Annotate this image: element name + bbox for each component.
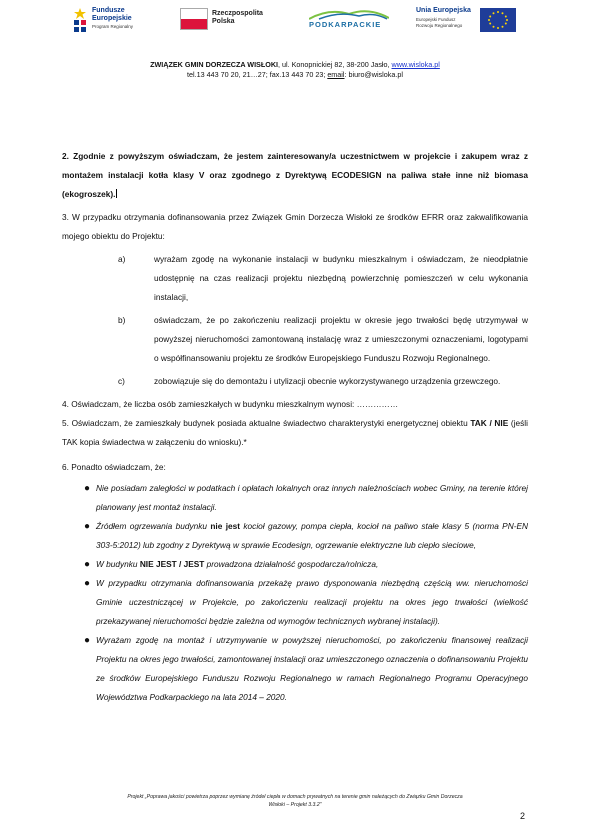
unia-europejska-logo — [408, 4, 518, 40]
fe-line2: Europejskie — [92, 15, 132, 22]
org-website-link[interactable]: www.wisloka.pl — [391, 60, 440, 69]
podkarpackie-mountains-icon — [309, 6, 389, 20]
org-email-label: email — [327, 70, 345, 79]
bullet-icon: ● — [84, 521, 91, 532]
list-item — [62, 555, 528, 574]
bullet-text-a: Źródłem ogrzewania budynku — [96, 521, 211, 531]
fundusze-europejskie-logo — [72, 4, 172, 40]
item-label: a) — [118, 254, 126, 264]
podkarpackie-logo — [295, 4, 395, 40]
org-address: , ul. Konopnickiej 82, 38-200 Jasło, — [278, 60, 392, 69]
org-name: ZWIĄZEK GMIN DORZECZA WISŁOKI — [150, 60, 279, 69]
org-email: : biuro@wisloka.pl — [344, 70, 403, 79]
ue-line3: Rozwoju Regionalnego — [416, 23, 463, 28]
footer-line2: Wisłoki – Projekt 3.3.2” — [268, 802, 322, 808]
eu-flag-icon — [480, 8, 516, 32]
section-6-intro: 6. Ponadto oświadczam, że: — [62, 462, 166, 472]
organization-header — [0, 60, 590, 80]
bullet-text-c: kocioł gazowy, pompa ciepła, kocioł na paliwo stałe klasy 5 (norma PN-EN 303-5:2012) lub zgodny z Dyrektywą w sprawie Ecodesign, ogrzewanie elektryczne lub ciepło sieciowe, — [96, 521, 528, 550]
page-number: 2 — [520, 811, 526, 821]
bullet-text — [96, 555, 528, 574]
item-label: c) — [118, 376, 125, 386]
text-cursor — [116, 189, 117, 198]
section-5 — [62, 414, 528, 452]
item-text: zobowiązuje się do demontażu i utylizacji obecnie wykorzystywanego urządzenia grzewczego. — [154, 376, 501, 386]
bullet-text: Wyrażam zgodę na montaż i utrzymywanie w powyższej nieruchomości, po zakończeniu finansowej realizacji Projektu na okres jego trwałości, zamontowanej instalacji oraz umieszczonego oznaczenia o dofinansowaniu Projektu ze środków Europejskiego Funduszu Rozwoju Regionalnego w ramach Regionalnego Programu Operacyjnego Województwa Podkarpackiego na lata 2014 – 2020. — [96, 635, 528, 702]
page-footer — [0, 793, 590, 809]
list-item — [62, 631, 528, 707]
rzeczpospolita-polska-logo — [180, 4, 280, 40]
section-5-text-c: (jeśli TAK kopia świadectwa w załączeniu do wniosku).* — [62, 418, 528, 447]
section-3-item-b — [62, 311, 528, 368]
rp-line1: Rzeczpospolita — [212, 10, 263, 17]
org-phones: tel.13 443 70 20, 21…27; fax.13 443 70 23; — [187, 70, 328, 79]
section-5-text-a: 5. Oświadczam, że zamieszkały budynek posiada aktualne świadectwo charakterystyki energetycznej obiektu — [62, 418, 471, 428]
org-line1 — [0, 60, 590, 70]
bullet-text: Nie posiadam zaległości w podatkach i opłatach lokalnych oraz innych należnościach wobec Gminy, na terenie której planowany jest montaż instalacji. — [96, 483, 528, 512]
section-3-item-c — [62, 372, 528, 391]
section-5-tak-nie: TAK / NIE — [470, 418, 509, 428]
item-text: oświadczam, że po zakończeniu realizacji projektu w okresie jego trwałości będę utrzymywał w powyższej nieruchomości zamontowaną instalację wraz z umieszczonymi oznaczeniami, logotypami o współfinansowaniu projektu ze środków Europejskiego Funduszu Rozwoju Regionalnego. — [154, 315, 528, 363]
section-2 — [62, 147, 528, 204]
bullet-icon: ● — [84, 635, 91, 646]
list-item — [62, 517, 528, 555]
section-3-item-a — [62, 250, 528, 307]
footer-line1: Projekt „Poprawa jakości powietrza poprzez wymianę źródeł ciepła w domach prywatnych na terenie gmin należących do Związku Gmin Dorzecza — [127, 794, 463, 800]
section-6-list — [62, 479, 528, 707]
bullet-text — [96, 517, 528, 555]
polish-flag-icon — [180, 8, 208, 30]
fe-stars-icon — [72, 6, 88, 34]
section-2-text: 2. Zgodnie z powyższym oświadczam, że jestem zainteresowany/a uczestnictwem w projekcie i zakupem wraz z montażem instalacji kotła klasy V oraz zgodnego z Dyrektywą ECODESIGN na paliwa stałe inne niż biomasa (ekogroszek). — [62, 151, 528, 199]
document-body — [62, 147, 528, 707]
fe-line3: Program Regionalny — [92, 24, 134, 29]
org-line2 — [0, 70, 590, 80]
logo-bar — [0, 4, 590, 44]
bullet-icon: ● — [84, 578, 91, 589]
section-4: 4. Oświadczam, że liczba osób zamieszkałych w budynku mieszkalnym wynosi: …………… — [62, 399, 399, 409]
podkarpackie-text: PODKARPACKIE — [309, 20, 382, 29]
bullet-bold: nie jest — [210, 521, 241, 531]
bullet-icon: ● — [84, 559, 91, 570]
rp-line2: Polska — [212, 18, 235, 25]
bullet-bold: NIE JEST / JEST — [139, 559, 205, 569]
list-item — [62, 479, 528, 517]
item-text: wyrażam zgodę na wykonanie instalacji w budynku mieszkalnym i oświadczam, że nieodpłatnie udostępnię na czas realizacji projektu niezbędną powierzchnię pomieszczeń w celu wykonania instalacji, — [154, 254, 528, 302]
list-item — [62, 574, 528, 631]
bullet-text-a: W budynku — [96, 559, 140, 569]
section-3-intro: 3. W przypadku otrzymania dofinansowania przez Związek Gmin Dorzecza Wisłoki ze środków EFRR oraz zakwalifikowania mojego obiektu do Projektu: — [62, 212, 528, 241]
item-label: b) — [118, 315, 126, 325]
fe-line1: Fundusze — [92, 7, 125, 14]
bullet-icon: ● — [84, 483, 91, 494]
bullet-text-c: prowadzona działalność gospodarcza/rolnicza, — [204, 559, 379, 569]
ue-line1: Unia Europejska — [416, 7, 471, 14]
bullet-text: W przypadku otrzymania dofinansowania przekażę prawo dysponowania niezbędną częścią ww. nieruchomości Gminie uczestniczącej w Projekcie, po zakończeniu realizacji projektu na okres jego trwałości (wielkość przekazywanej nieruchomości będzie zależna od wymogów technicznych wybranej instalacji). — [96, 578, 528, 626]
ue-line2: Europejski Fundusz — [416, 17, 456, 22]
